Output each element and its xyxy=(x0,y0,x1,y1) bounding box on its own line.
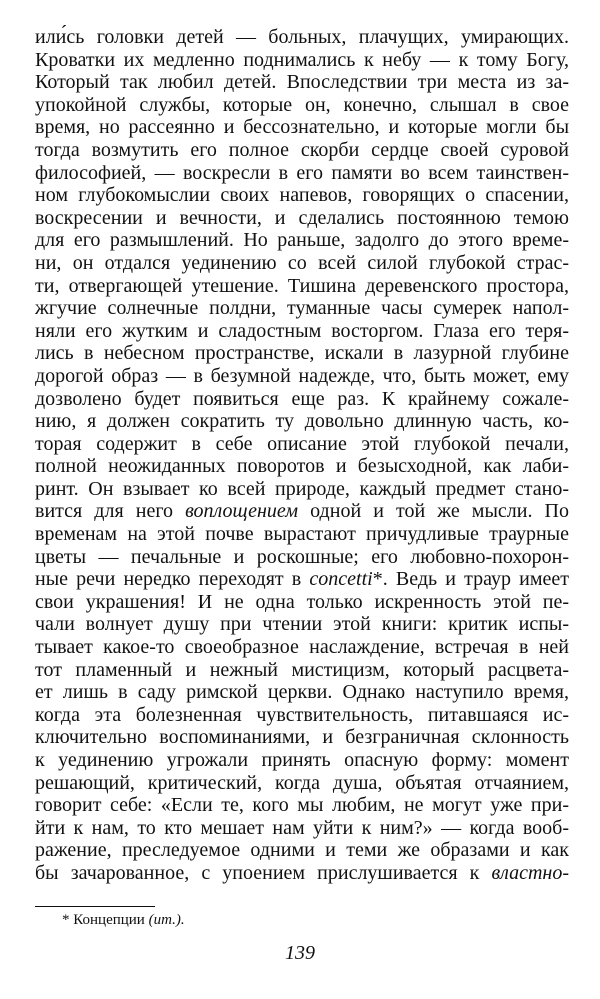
italic-text: воплощением xyxy=(185,500,299,523)
text-segment: для его размышлений. Но раньше, задолго до этого време- xyxy=(35,229,569,252)
text-line-content xyxy=(35,71,569,94)
text-line-content xyxy=(35,659,569,682)
text-line-content xyxy=(35,546,569,569)
text-line-content xyxy=(35,229,569,252)
text-line-content xyxy=(35,817,569,840)
text-line-content xyxy=(35,207,569,230)
italic-text: concetti xyxy=(309,568,373,591)
text-line-content xyxy=(35,297,569,320)
text-segment: ном глубокомыслии своих напевов, говорящих о спасении, xyxy=(35,184,569,207)
text-segment: говорит себе: «Если те, кого мы любим, не могут уже при- xyxy=(35,794,569,817)
text-line-content xyxy=(35,94,569,117)
text-line-content xyxy=(35,704,569,727)
text-line xyxy=(35,365,569,388)
text-segment: лись в небесном пространстве, искали в лазурной глубине xyxy=(35,342,569,365)
text-line xyxy=(35,320,569,343)
text-segment: ключительно воспоминаниями, и безграничная склонность xyxy=(35,726,569,749)
text-segment: нию, я должен сократить ту довольно длинную часть, ко- xyxy=(35,410,569,433)
text-segment: няли его жутким и сладостным восторгом. Глаза его теря- xyxy=(35,319,569,342)
text-segment: время, но рассеянно и бессознательно, и которые могли бы xyxy=(35,116,569,139)
footnote-rule xyxy=(35,906,155,907)
text-segment: когда эта болезненная чувствительность, питавшаяся ис- xyxy=(35,703,569,726)
text-line-content xyxy=(35,162,569,185)
text-line xyxy=(35,591,569,614)
text-line-content xyxy=(35,455,569,478)
footnote xyxy=(62,912,185,929)
text-line-content xyxy=(35,252,569,275)
text-line-content xyxy=(35,636,569,659)
text-line xyxy=(35,794,569,817)
text-line xyxy=(35,659,569,682)
text-segment: Кроватки их медленно поднимались к небу — к тому Богу, xyxy=(35,48,569,71)
text-line-content xyxy=(35,320,569,343)
text-line-content xyxy=(35,388,569,411)
text-segment: ные речи нередко переходят в xyxy=(35,568,310,591)
text-line xyxy=(35,546,569,569)
text-line-content xyxy=(35,568,569,591)
text-line xyxy=(35,207,569,230)
text-line-content xyxy=(35,749,569,772)
text-segment: бы зачарованное, с упоением прислушивается к xyxy=(35,861,492,884)
text-line-content xyxy=(35,681,569,704)
text-segment: тот пламенный и нежный мистицизм, который расцвета- xyxy=(35,658,569,681)
text-segment: временам на этой почве вырастают причудливые траурные xyxy=(35,523,569,546)
text-segment: вится для него xyxy=(35,500,186,523)
text-line xyxy=(35,139,569,162)
text-line-content xyxy=(35,116,569,139)
text-segment: решающий, критический, когда душа, объятая отчаянием, xyxy=(35,771,569,794)
text-segment: чали волнует душу при чтении этой книги: критик испы- xyxy=(35,613,569,636)
text-line xyxy=(35,433,569,456)
text-line-content xyxy=(35,49,569,72)
text-segment: упокойной службы, которые он, конечно, слышал в свое xyxy=(35,93,569,116)
text-line-content xyxy=(35,591,569,614)
text-segment: философией, — воскресли в его памяти во всем таинствен- xyxy=(35,161,569,184)
footnote-abbrev: (ит.). xyxy=(148,912,185,928)
text-line xyxy=(35,455,569,478)
text-line xyxy=(35,94,569,117)
text-segment: жгучие солнечные полдни, туманные часы сумерек напол- xyxy=(35,297,569,320)
text-line-content xyxy=(35,433,569,456)
text-segment: ражение, преследуемое одними и теми же образами и как xyxy=(35,839,569,862)
text-segment: или́сь головки детей — больных, плачущих, умирающих. xyxy=(35,26,569,48)
text-segment: тогда возмутить его полное скорби сердце своей суровой xyxy=(35,138,569,161)
text-line xyxy=(35,500,569,523)
text-line xyxy=(35,568,569,591)
text-segment: воскресении и вечности, и сделались постоянною темою xyxy=(35,206,569,229)
text-segment: *. Ведь и траур имеет xyxy=(372,568,569,591)
text-line xyxy=(35,726,569,749)
text-line xyxy=(35,478,569,501)
text-line xyxy=(35,613,569,636)
body-text xyxy=(35,26,569,885)
text-line xyxy=(35,297,569,320)
text-segment: тывает какое-то своеобразное наслаждение, встречая в ней xyxy=(35,636,569,659)
text-line-content xyxy=(35,478,569,501)
text-line-content xyxy=(35,862,569,885)
text-line xyxy=(35,704,569,727)
text-line xyxy=(35,71,569,94)
text-line xyxy=(35,229,569,252)
text-line xyxy=(35,252,569,275)
text-line-content xyxy=(35,184,569,207)
text-line xyxy=(35,162,569,185)
text-line xyxy=(35,772,569,795)
text-segment: свои украшения! И не одна только искренность этой пе- xyxy=(35,590,569,613)
page-number: 139 xyxy=(285,942,315,964)
text-segment: торая содержит в себе описание этой глубокой печали, xyxy=(35,432,569,455)
text-line xyxy=(35,410,569,433)
text-line xyxy=(35,681,569,704)
text-line-content xyxy=(35,772,569,795)
text-segment: цветы — печальные и роскошные; его любовно-похорон- xyxy=(35,545,569,568)
text-line xyxy=(35,26,569,49)
text-segment: Который так любил детей. Впоследствии три места из за- xyxy=(35,71,569,94)
text-segment: ни, он отдался уединению со всей силой глубокой страс- xyxy=(35,251,569,274)
text-line xyxy=(35,523,569,546)
text-line-content xyxy=(35,839,569,862)
text-line-content xyxy=(35,275,569,298)
text-line-content xyxy=(35,613,569,636)
text-line-content xyxy=(35,365,569,388)
text-segment: одной и той же мысли. По xyxy=(298,500,569,523)
footnote-text: * Концепции xyxy=(62,912,149,928)
text-line xyxy=(35,817,569,840)
text-line-content xyxy=(35,726,569,749)
text-line xyxy=(35,636,569,659)
text-line xyxy=(35,749,569,772)
text-line xyxy=(35,862,569,885)
text-segment: ти, отвергающей утешение. Тишина деревенского простора, xyxy=(35,274,569,297)
text-line xyxy=(35,275,569,298)
text-line-content xyxy=(35,523,569,546)
text-segment: дорогой образ — в безумной надежде, что, быть может, ему xyxy=(35,364,569,387)
text-segment: ринт. Он взывает ко всей природе, каждый предмет стано- xyxy=(35,477,569,500)
text-segment: к уединению угрожали принять опасную форму: момент xyxy=(35,749,569,771)
text-line-content xyxy=(35,500,569,523)
text-segment: йти к нам, то кто мешает нам уйти к ним?» — когда вооб- xyxy=(35,816,569,839)
text-segment: дозволено будет появиться еще раз. К крайнему сожале- xyxy=(35,387,569,410)
italic-text: властно- xyxy=(491,861,569,884)
text-line-content xyxy=(35,410,569,433)
text-line-content xyxy=(35,342,569,365)
text-segment: полной неожиданных поворотов и безысходной, как лаби- xyxy=(35,455,569,478)
text-segment: ет лишь в саду римской церкви. Однако наступило время, xyxy=(35,681,569,704)
text-line xyxy=(35,184,569,207)
text-line-content xyxy=(35,794,569,817)
text-line xyxy=(35,342,569,365)
text-line xyxy=(35,839,569,862)
text-line-content xyxy=(35,26,569,49)
text-line xyxy=(35,388,569,411)
text-line-content xyxy=(35,139,569,162)
text-line xyxy=(35,116,569,139)
text-line xyxy=(35,49,569,72)
